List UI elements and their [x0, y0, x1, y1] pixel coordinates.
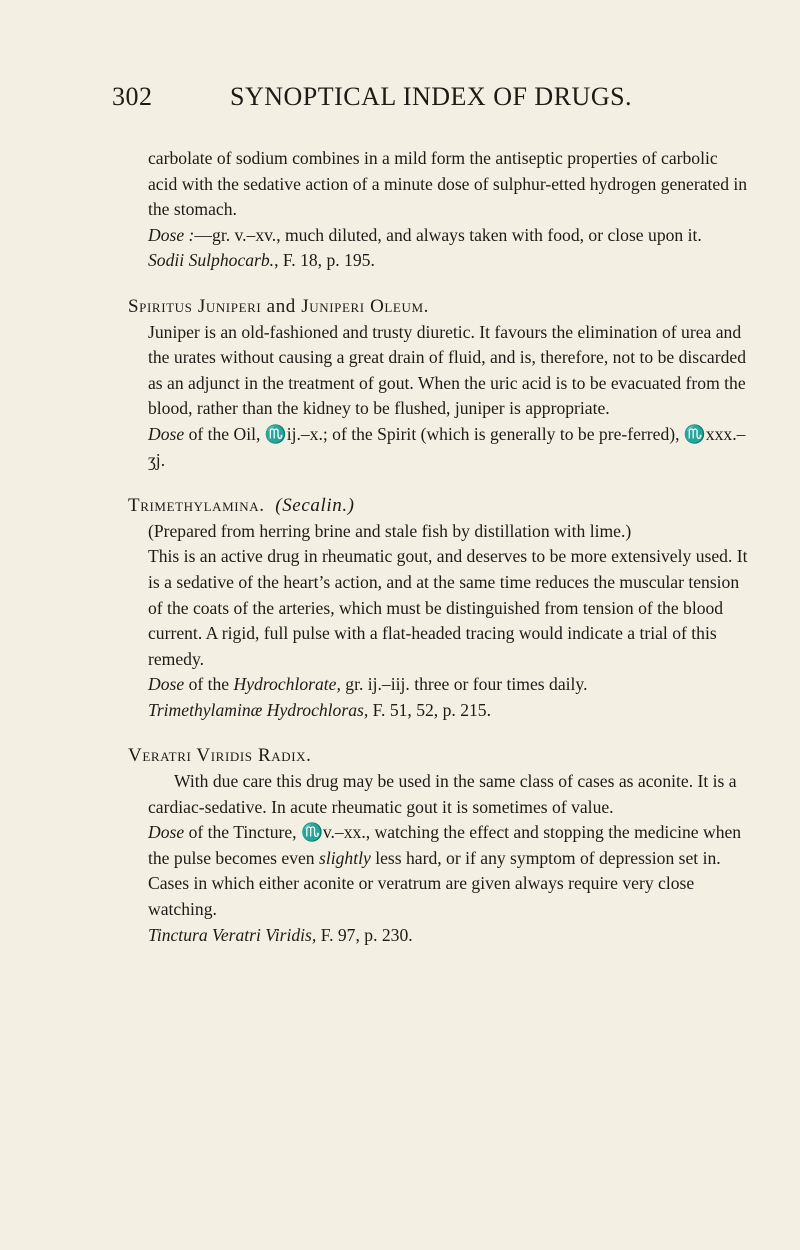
- heading-part: Spiritus Juniperi: [128, 295, 262, 317]
- veratrum-formula-ref: [148, 923, 748, 949]
- intro-formula-ref: [148, 248, 748, 274]
- section-heading-juniper: [128, 294, 748, 320]
- dose-italic: Hydrochlorate,: [233, 674, 341, 695]
- juniper-paragraph: Juniper is an old-fashioned and trusty diuretic. It favours the elimination of urea and the urates without causing a great drain of fluid, and is, therefore, not to be discarded as an adjunct in the treatment of gout. When the uric acid is to be evacuated from the blood, rather than the kidney to be flushed, juniper is appropriate.: [148, 321, 746, 419]
- dose-text: of the: [184, 674, 234, 695]
- veratrum-dose: [148, 820, 748, 922]
- trimethylamina-prep: (Prepared from herring brine and stale fish by distillation with lime.): [148, 520, 632, 541]
- trimethylamina-paragraph: This is an active drug in rheumatic gout, and deserves to be more extensively used. It is a sedative of the heart’s action, and at the same time reduces the muscular tension of the coats of the arteries, which must be distinguished from tension of the blood current. A rigid, full pulse with a flat-headed tracing would indicate a trial of this remedy.: [148, 546, 748, 669]
- formula-ref: , F. 18, p. 195.: [274, 250, 375, 271]
- dose-italic: slightly: [319, 847, 371, 868]
- trimethylamina-dose: [148, 672, 748, 698]
- section-heading-veratrum: Veratri Viridis Radix.: [128, 745, 312, 767]
- dose-label: Dose: [148, 674, 185, 695]
- formula-ref: F. 97, p. 230.: [316, 924, 413, 945]
- heading-part: Juniperi Oleum.: [301, 295, 429, 317]
- dose-text: of the Tincture, ♏v.–xx., watching the effect and stopping the medicine when the pulse becomes even: [148, 822, 742, 868]
- dose-text: less hard, or if any symptom of depression set in. Cases in which either aconite or veratrum are given always require very close watching.: [148, 847, 721, 920]
- dose-label: Dose: [148, 423, 185, 444]
- dose-text: gr. ij.–iij. three or four times daily.: [340, 674, 588, 695]
- dose-label: Dose: [148, 822, 185, 843]
- section-heading-trimethylamina: [128, 493, 748, 519]
- page-number: 302: [112, 82, 153, 111]
- dose-label: Dose :: [148, 224, 195, 245]
- formula-ref: F. 51, 52, p. 215.: [368, 699, 491, 720]
- intro-paragraph: carbolate of sodium combines in a mild form the antiseptic properties of carbolic acid with the sedative action of a minute dose of sulphur-etted hydrogen generated in the stomach.: [148, 148, 748, 220]
- dose-text: —gr. v.–xv., much diluted, and always taken with food, or close upon it.: [194, 224, 702, 245]
- heading-conj: and: [261, 295, 302, 317]
- heading-part: Trimethylamina.: [128, 495, 265, 517]
- formula-name: Sodii Sulphocarb.: [148, 250, 275, 271]
- juniper-dose: [148, 422, 748, 473]
- veratrum-paragraph: With due care this drug may be used in the same class of cases as aconite. It is a cardiac-sedative. In acute rheumatic gout it is sometimes of value.: [148, 771, 737, 817]
- page-body: [128, 146, 748, 948]
- trimethylamina-formula-ref: [148, 698, 748, 724]
- dose-text: of the Oil, ♏ij.–x.; of the Spirit (which is generally to be pre-ferred), ♏xxx.–ʒj.: [148, 423, 746, 470]
- heading-alt: (Secalin.): [275, 495, 355, 517]
- formula-name: Trimethylaminæ Hydrochloras,: [148, 699, 369, 720]
- intro-dose: [148, 223, 748, 249]
- running-title: SYNOPTICAL INDEX OF DRUGS.: [230, 82, 633, 111]
- formula-name: Tinctura Veratri Viridis,: [148, 924, 317, 945]
